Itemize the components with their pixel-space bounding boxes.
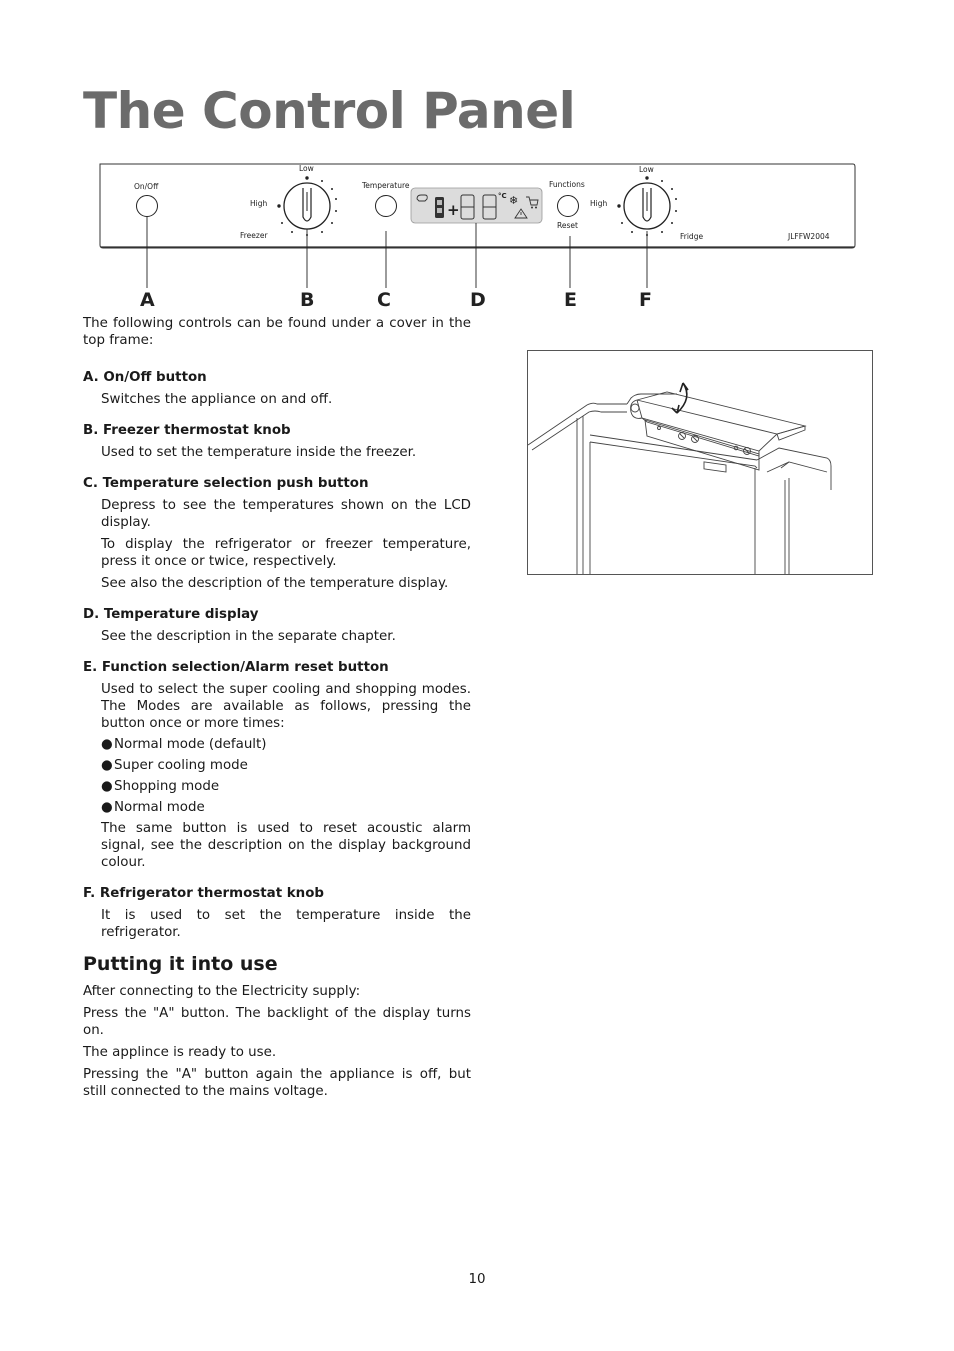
- putting-into-use-body: [83, 983, 471, 1105]
- section-d-text: See the description in the separate chapter.: [101, 629, 396, 644]
- function-reset-button[interactable]: [558, 196, 579, 217]
- use-line-3: The applince is ready to use.: [83, 1045, 277, 1060]
- use-line-4: Pressing the "A" button again the appliance is off, but still connected to the mains voltage.: [83, 1067, 471, 1099]
- reset-label: Reset: [557, 221, 578, 230]
- fridge-low-label: Low: [639, 165, 654, 174]
- callout-c: C: [377, 289, 391, 311]
- fridge-top-illustration: [527, 350, 873, 575]
- section-b-text: Used to set the temperature inside the freezer.: [101, 445, 417, 460]
- section-a-text: Switches the appliance on and off.: [101, 392, 333, 407]
- section-e-text-2: The same button is used to reset acoustic alarm signal, see the description on the display background colour.: [101, 821, 471, 870]
- section-a-body: [83, 391, 471, 408]
- section-c-text-2: To display the refrigerator or freezer temperature, press it once or twice, respectively.: [101, 537, 471, 569]
- control-panel-diagram: [0, 155, 954, 315]
- plus-sign-icon: +: [447, 201, 460, 219]
- putting-into-use-heading: Putting it into use: [83, 953, 278, 975]
- callout-a: A: [140, 289, 155, 311]
- section-c-text-1: Depress to see the temperatures shown on the LCD display.: [101, 498, 471, 530]
- list-item: ●Normal mode: [101, 800, 205, 815]
- page-number: 10: [468, 1272, 486, 1287]
- snowflake-icon: ❄: [509, 194, 519, 207]
- section-f-body: [83, 907, 471, 941]
- callout-e: E: [564, 289, 577, 311]
- section-e-title: E. Function selection/Alarm reset button: [83, 660, 389, 675]
- temperature-display: [411, 188, 542, 223]
- intro-text: The following controls can be found under a cover in the top frame:: [83, 316, 471, 348]
- section-a-title: A. On/Off button: [83, 370, 207, 385]
- freezer-label: Freezer: [240, 231, 268, 240]
- section-c-body: [83, 497, 471, 592]
- mode-list: [101, 736, 471, 816]
- model-code-label: JLFFW2004: [788, 232, 830, 241]
- callout-f: F: [639, 289, 652, 311]
- list-item: ●Shopping mode: [101, 779, 220, 794]
- callout-b: B: [300, 289, 315, 311]
- section-b-title: B. Freezer thermostat knob: [83, 423, 291, 438]
- section-c-text-3: See also the description of the temperature display.: [101, 576, 449, 591]
- section-d-body: [83, 628, 471, 645]
- use-line-1: After connecting to the Electricity supply:: [83, 984, 361, 999]
- section-c-title: C. Temperature selection push button: [83, 476, 369, 491]
- freezer-low-label: Low: [299, 164, 314, 173]
- fridge-thermostat-knob[interactable]: [624, 183, 670, 229]
- section-b-body: [83, 444, 471, 461]
- freezer-thermostat-knob[interactable]: [284, 183, 330, 229]
- use-line-2: Press the "A" button. The backlight of the display turns on.: [83, 1006, 471, 1038]
- controls-description: [83, 315, 471, 941]
- list-item: ●Super cooling mode: [101, 758, 248, 773]
- section-e-text-1: Used to select the super cooling and shopping modes. The Modes are available as follows, pressing the button once or more times:: [101, 682, 471, 731]
- temperature-button[interactable]: [376, 196, 397, 217]
- on-off-label: On/Off: [134, 182, 159, 191]
- fridge-label: Fridge: [680, 232, 704, 241]
- section-f-text: It is used to set the temperature inside the refrigerator.: [101, 908, 471, 940]
- temperature-label: Temperature: [362, 181, 410, 190]
- fridge-high-label: High: [590, 199, 608, 208]
- on-off-button[interactable]: [137, 196, 158, 217]
- page-title: The Control Panel: [83, 82, 576, 140]
- degree-celsius-label: °C: [498, 192, 507, 200]
- list-item: ●Normal mode (default): [101, 737, 267, 752]
- freezer-high-label: High: [250, 199, 268, 208]
- section-e-body: [83, 681, 471, 871]
- callout-d: D: [470, 289, 486, 311]
- section-d-title: D. Temperature display: [83, 607, 259, 622]
- functions-label: Functions: [549, 180, 585, 189]
- section-f-title: F. Refrigerator thermostat knob: [83, 886, 324, 901]
